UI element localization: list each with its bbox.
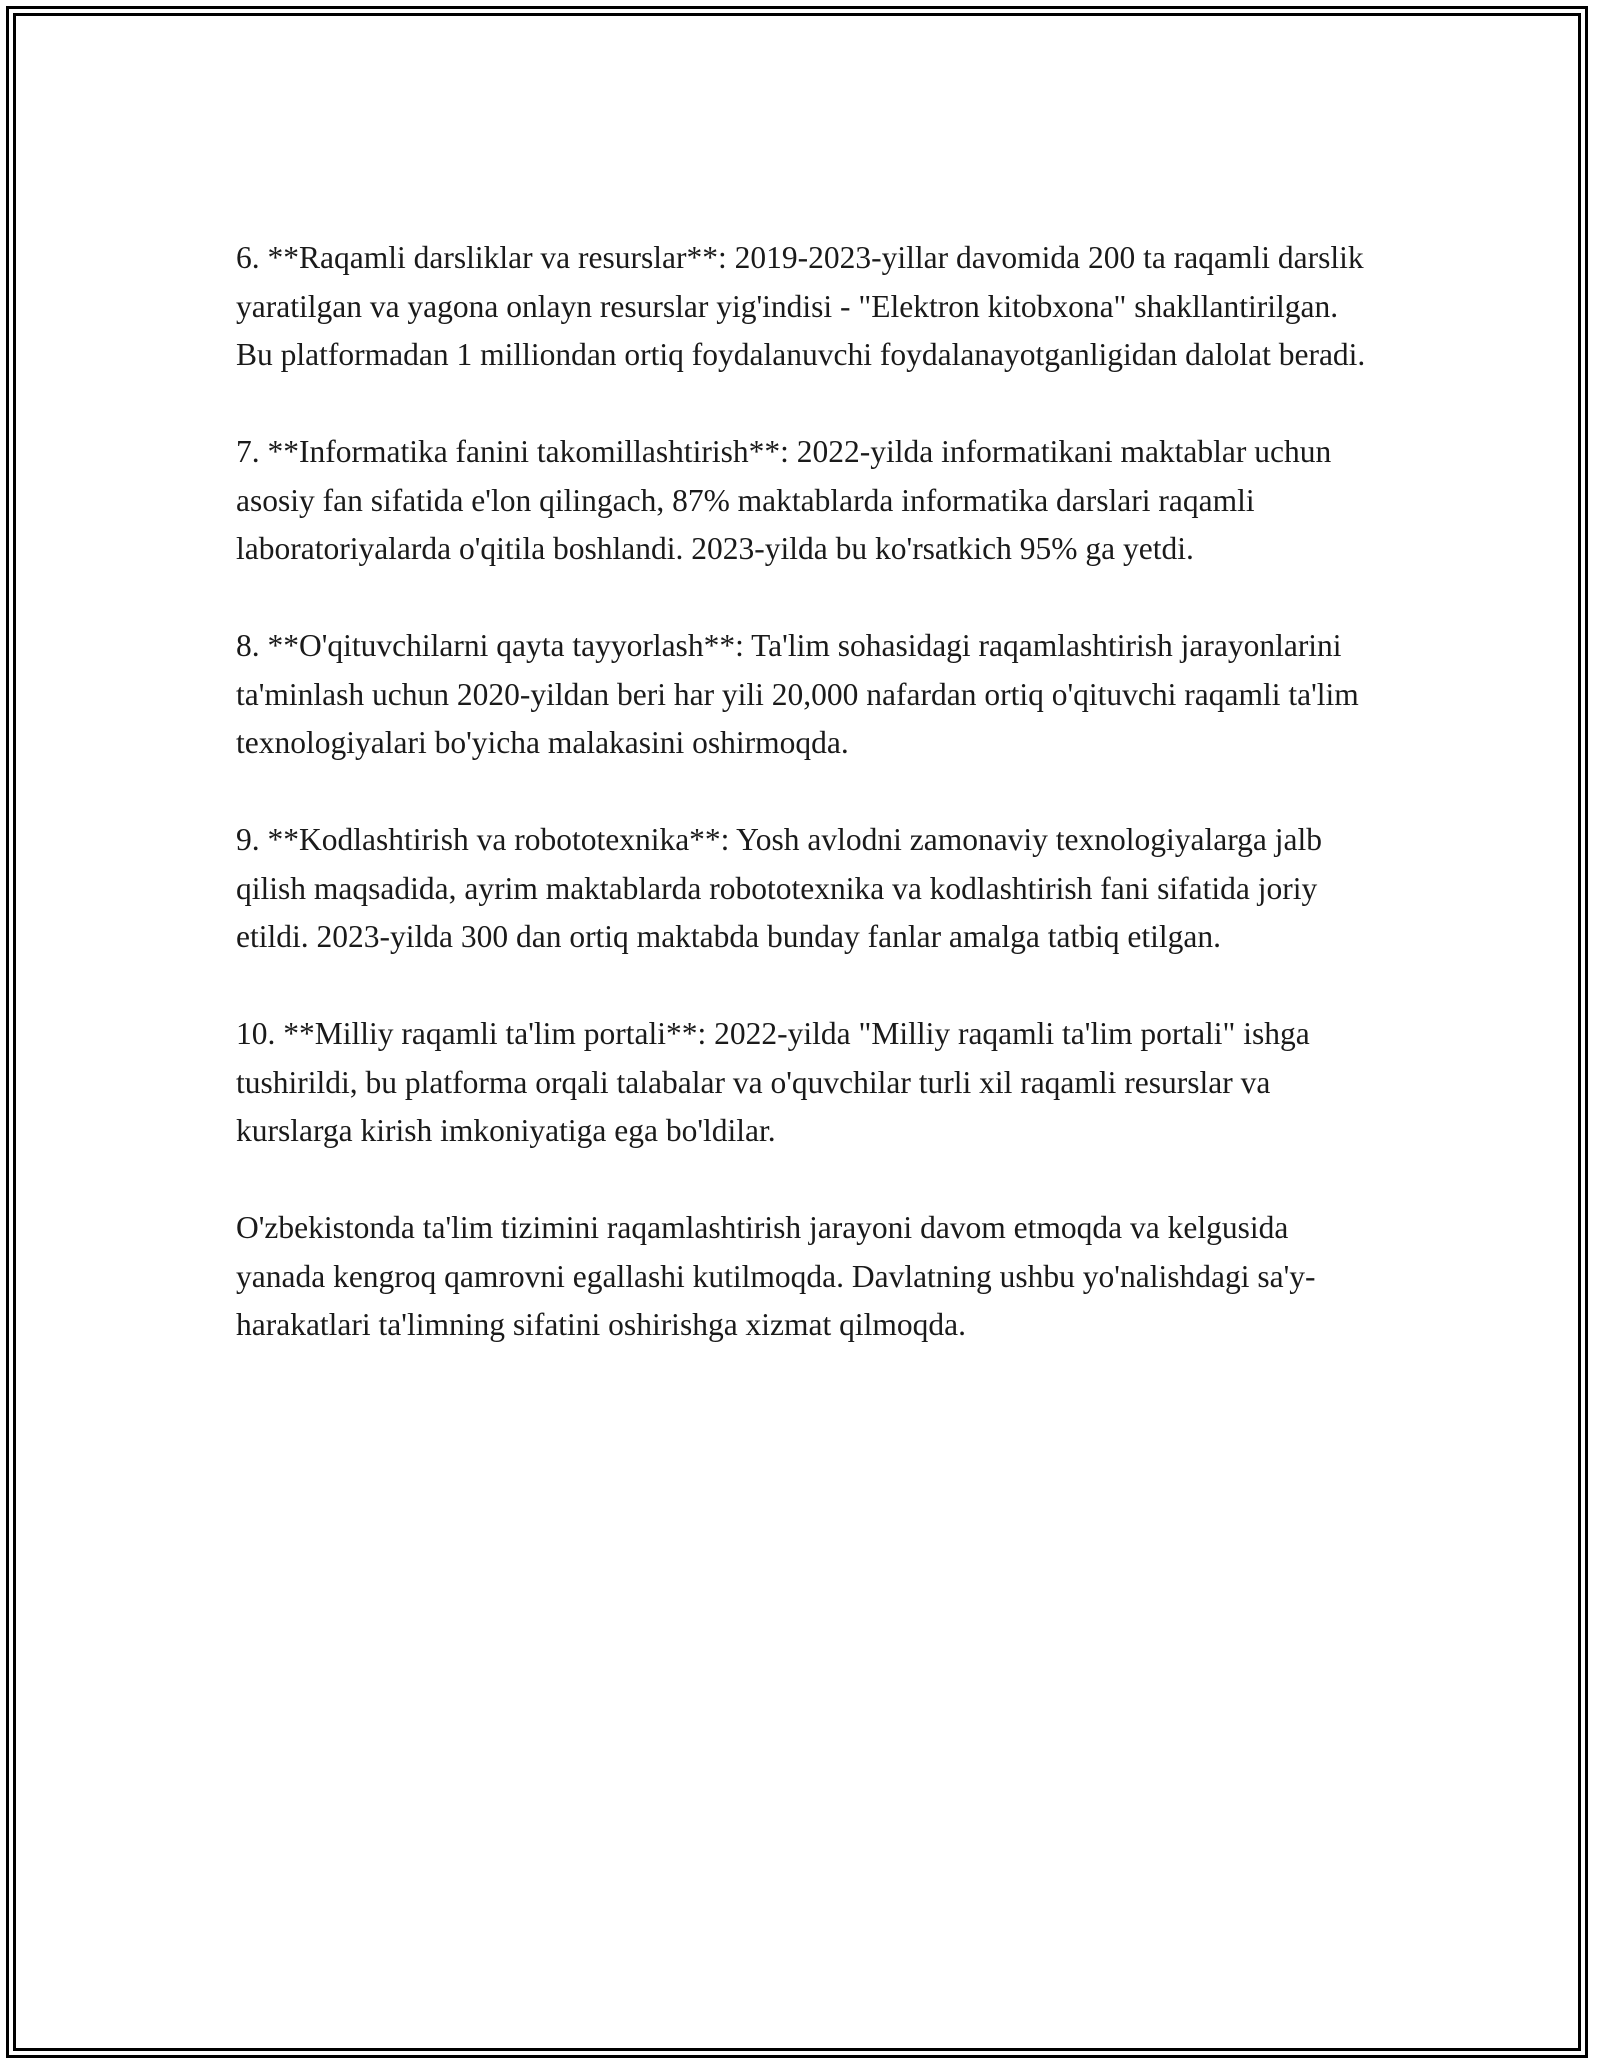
paragraph-kodlashtirish: 9. **Kodlashtirish va robototexnika**: Yosh avlodni zamonaviy texnologiyalarga jalb qilish maqsadida, ayrim maktablarda robototexnika va kodlashtirish fani sifatida joriy etildi. 2023-yilda 300 dan ortiq maktabda bunday fanlar amalga tatbiq etilgan. (236, 822, 1323, 954)
document-body (236, 234, 1376, 1350)
paragraph-oqituvchilar: 8. **O'qituvchilarni qayta tayyorlash**: Ta'lim sohasidagi raqamlashtirish jarayonlarini ta'minlash uchun 2020-yildan beri har yili 20,000 nafardan ortiq o'qituvchi raqamli ta'lim texnologiyalari bo'yicha malakasini oshirmoqda. (236, 628, 1359, 760)
paragraph-informatika: 7. **Informatika fanini takomillashtirish**: 2022-yilda informatikani maktablar uchun asosiy fan sifatida e'lon qilingach, 87% maktablarda informatika darslari raqamli laboratoriyalarda o'qitila boshlandi. 2023-yilda bu ko'rsatkich 95% ga yetdi. (236, 434, 1332, 566)
paragraph-raqamli-darsliklar: 6. **Raqamli darsliklar va resurslar**: 2019-2023-yillar davomida 200 ta raqamli darslik yaratilgan va yagona onlayn resurslar yig'indisi - "Elektron kitobxona" shakllantirilgan. Bu platformadan 1 milliondan ortiq foydalanuvchi foydalanayotganligidan dalolat beradi. (236, 240, 1366, 372)
paragraph-milliy-portal: 10. **Milliy raqamli ta'lim portali**: 2022-yilda "Milliy raqamli ta'lim portali" ishga tushirildi, bu platforma orqali talabalar va o'quvchilar turli xil raqamli resurslar va kurslarga kirish imkoniyatiga ega bo'ldilar. (236, 1016, 1310, 1148)
paragraph-conclusion: O'zbekistonda ta'lim tizimini raqamlashtirish jarayoni davom etmoqda va kelgusida yanada kengroq qamrovni egallashi kutilmoqda. Davlatning ushbu yo'nalishdagi sa'y-harakatlari ta'limning sifatini oshirishga xizmat qilmoqda. (236, 1210, 1316, 1342)
